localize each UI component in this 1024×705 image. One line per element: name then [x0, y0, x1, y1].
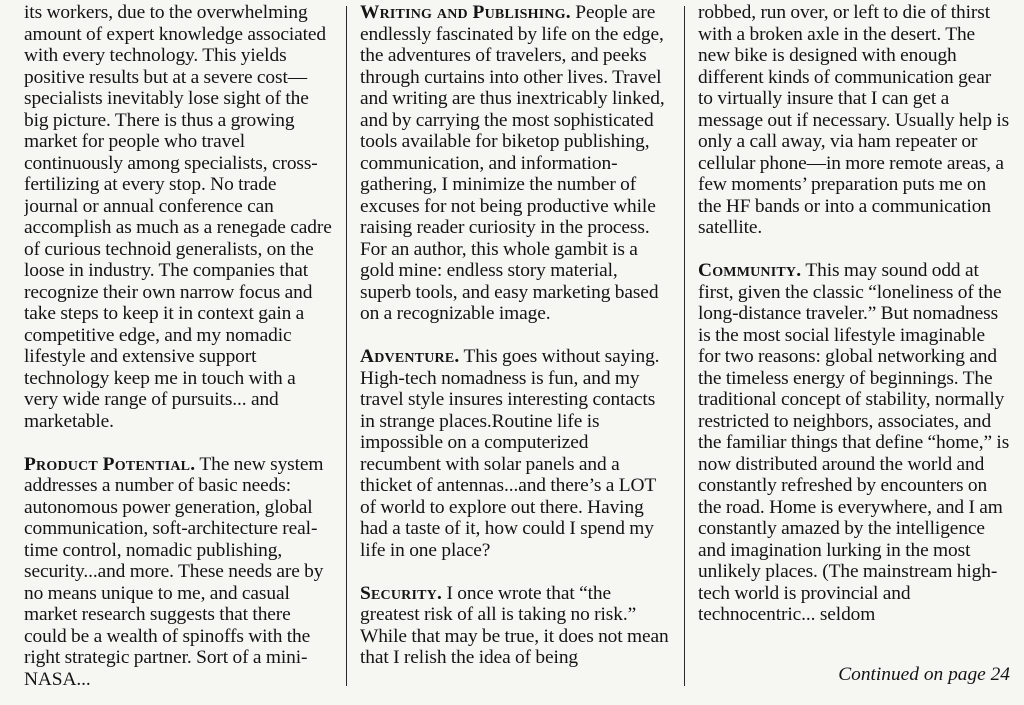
paragraph [698, 2, 1010, 239]
section-heading-adventure: Adventure. [360, 346, 460, 367]
column-divider [684, 6, 685, 686]
paragraph-body: I once wrote that “the greatest risk of all is taking no risk.” While that may be true, it does not mean that I relish the idea of being [360, 582, 669, 668]
paragraph-body: People are endlessly fascinated by life on the edge, the adventures of travelers, and peeks through curtains into other lives. Travel and writing are thus inextricably linked, and by carrying the most sophisticated tools available for biketop publishing, communication, and information-gathering, I minimize the number of excuses for not being productive while raising reader curiosity in the process. For an author, this whole gambit is a gold mine: endless story material, superb tools, and easy marketing based on a recognizable image. [360, 2, 665, 324]
continued-on-page-note: Continued on page 24 [838, 664, 1010, 685]
paragraph [698, 260, 1010, 626]
text-column-1 [24, 2, 334, 692]
paragraph [360, 583, 670, 669]
paragraph [360, 2, 670, 325]
section-heading-writing-publishing: Writing and Publishing. [360, 2, 571, 23]
paragraph [24, 2, 334, 432]
paragraph-body: The new system addresses a number of basic needs: autonomous power generation, global communication, soft-architecture real-time control, nomadic publishing, security...and more. These needs are by no means unique to me, and casual market research suggests that there could be a wealth of spinoffs with the right strategic partner. Sort of a mini-NASA... [24, 453, 324, 690]
paragraph-body: its workers, due to the overwhelming amount of expert knowledge associated with every technology. This yields positive results but at a severe cost—specialists inevitably lose sight of the big picture. There is thus a growing market for people who travel continuously among specialists, cross-fertilizing at every stop. No trade journal or annual conference can accomplish as much as a renegade cadre of curious technoid generalists, on the loose in industry. The companies that recognize their own narrow focus and take steps to keep it in context gain a competitive edge, and my nomadic lifestyle and extensive support technology keep me in touch with a very wide range of pursuits... and marketable. [24, 2, 332, 432]
paragraph-body: This goes without saying. High-tech nomadness is fun, and my travel style insures interesting contacts in strange places.Routine life is impossible on a computerized recumbent with solar panels and a thicket of antennas...and there’s a LOT of world to explore out there. Having had a taste of it, how could I spend my life in one place? [360, 346, 660, 561]
section-heading-product-potential: Product Potential. [24, 453, 196, 475]
paragraph [360, 346, 670, 561]
paragraph [24, 454, 334, 691]
text-column-3 [698, 2, 1010, 692]
paragraph-body: This may sound odd at first, given the classic “loneliness of the long-distance traveler.” But nomadness is the most social lifestyle imaginable for two reasons: global networking and the timeless energy of beginnings. The traditional concept of stability, normally restricted to neighbors, associates, and the familiar things that define “home,” is now distributed around the world and constantly refreshed by encounters on the road. Home is everywhere, and I am constantly amazed by the intelligence and imagination lurking in the most unlikely places. (The mainstream high-tech world is provincial and technocentric... seldom [698, 260, 1010, 625]
section-heading-security: Security. [360, 582, 442, 604]
section-heading-community: Community. [698, 260, 802, 281]
column-divider [346, 6, 347, 686]
paragraph-body: robbed, run over, or left to die of thirst with a broken axle in the desert. The new bike is designed with enough different kinds of communication gear to virtually insure that I can get a message out if necessary. Usually help is only a call away, via ham repeater or cellular phone—in more remote areas, a few moments’ preparation puts me on the HF bands or into a communication satellite. [698, 2, 1010, 238]
text-column-2 [360, 2, 670, 692]
